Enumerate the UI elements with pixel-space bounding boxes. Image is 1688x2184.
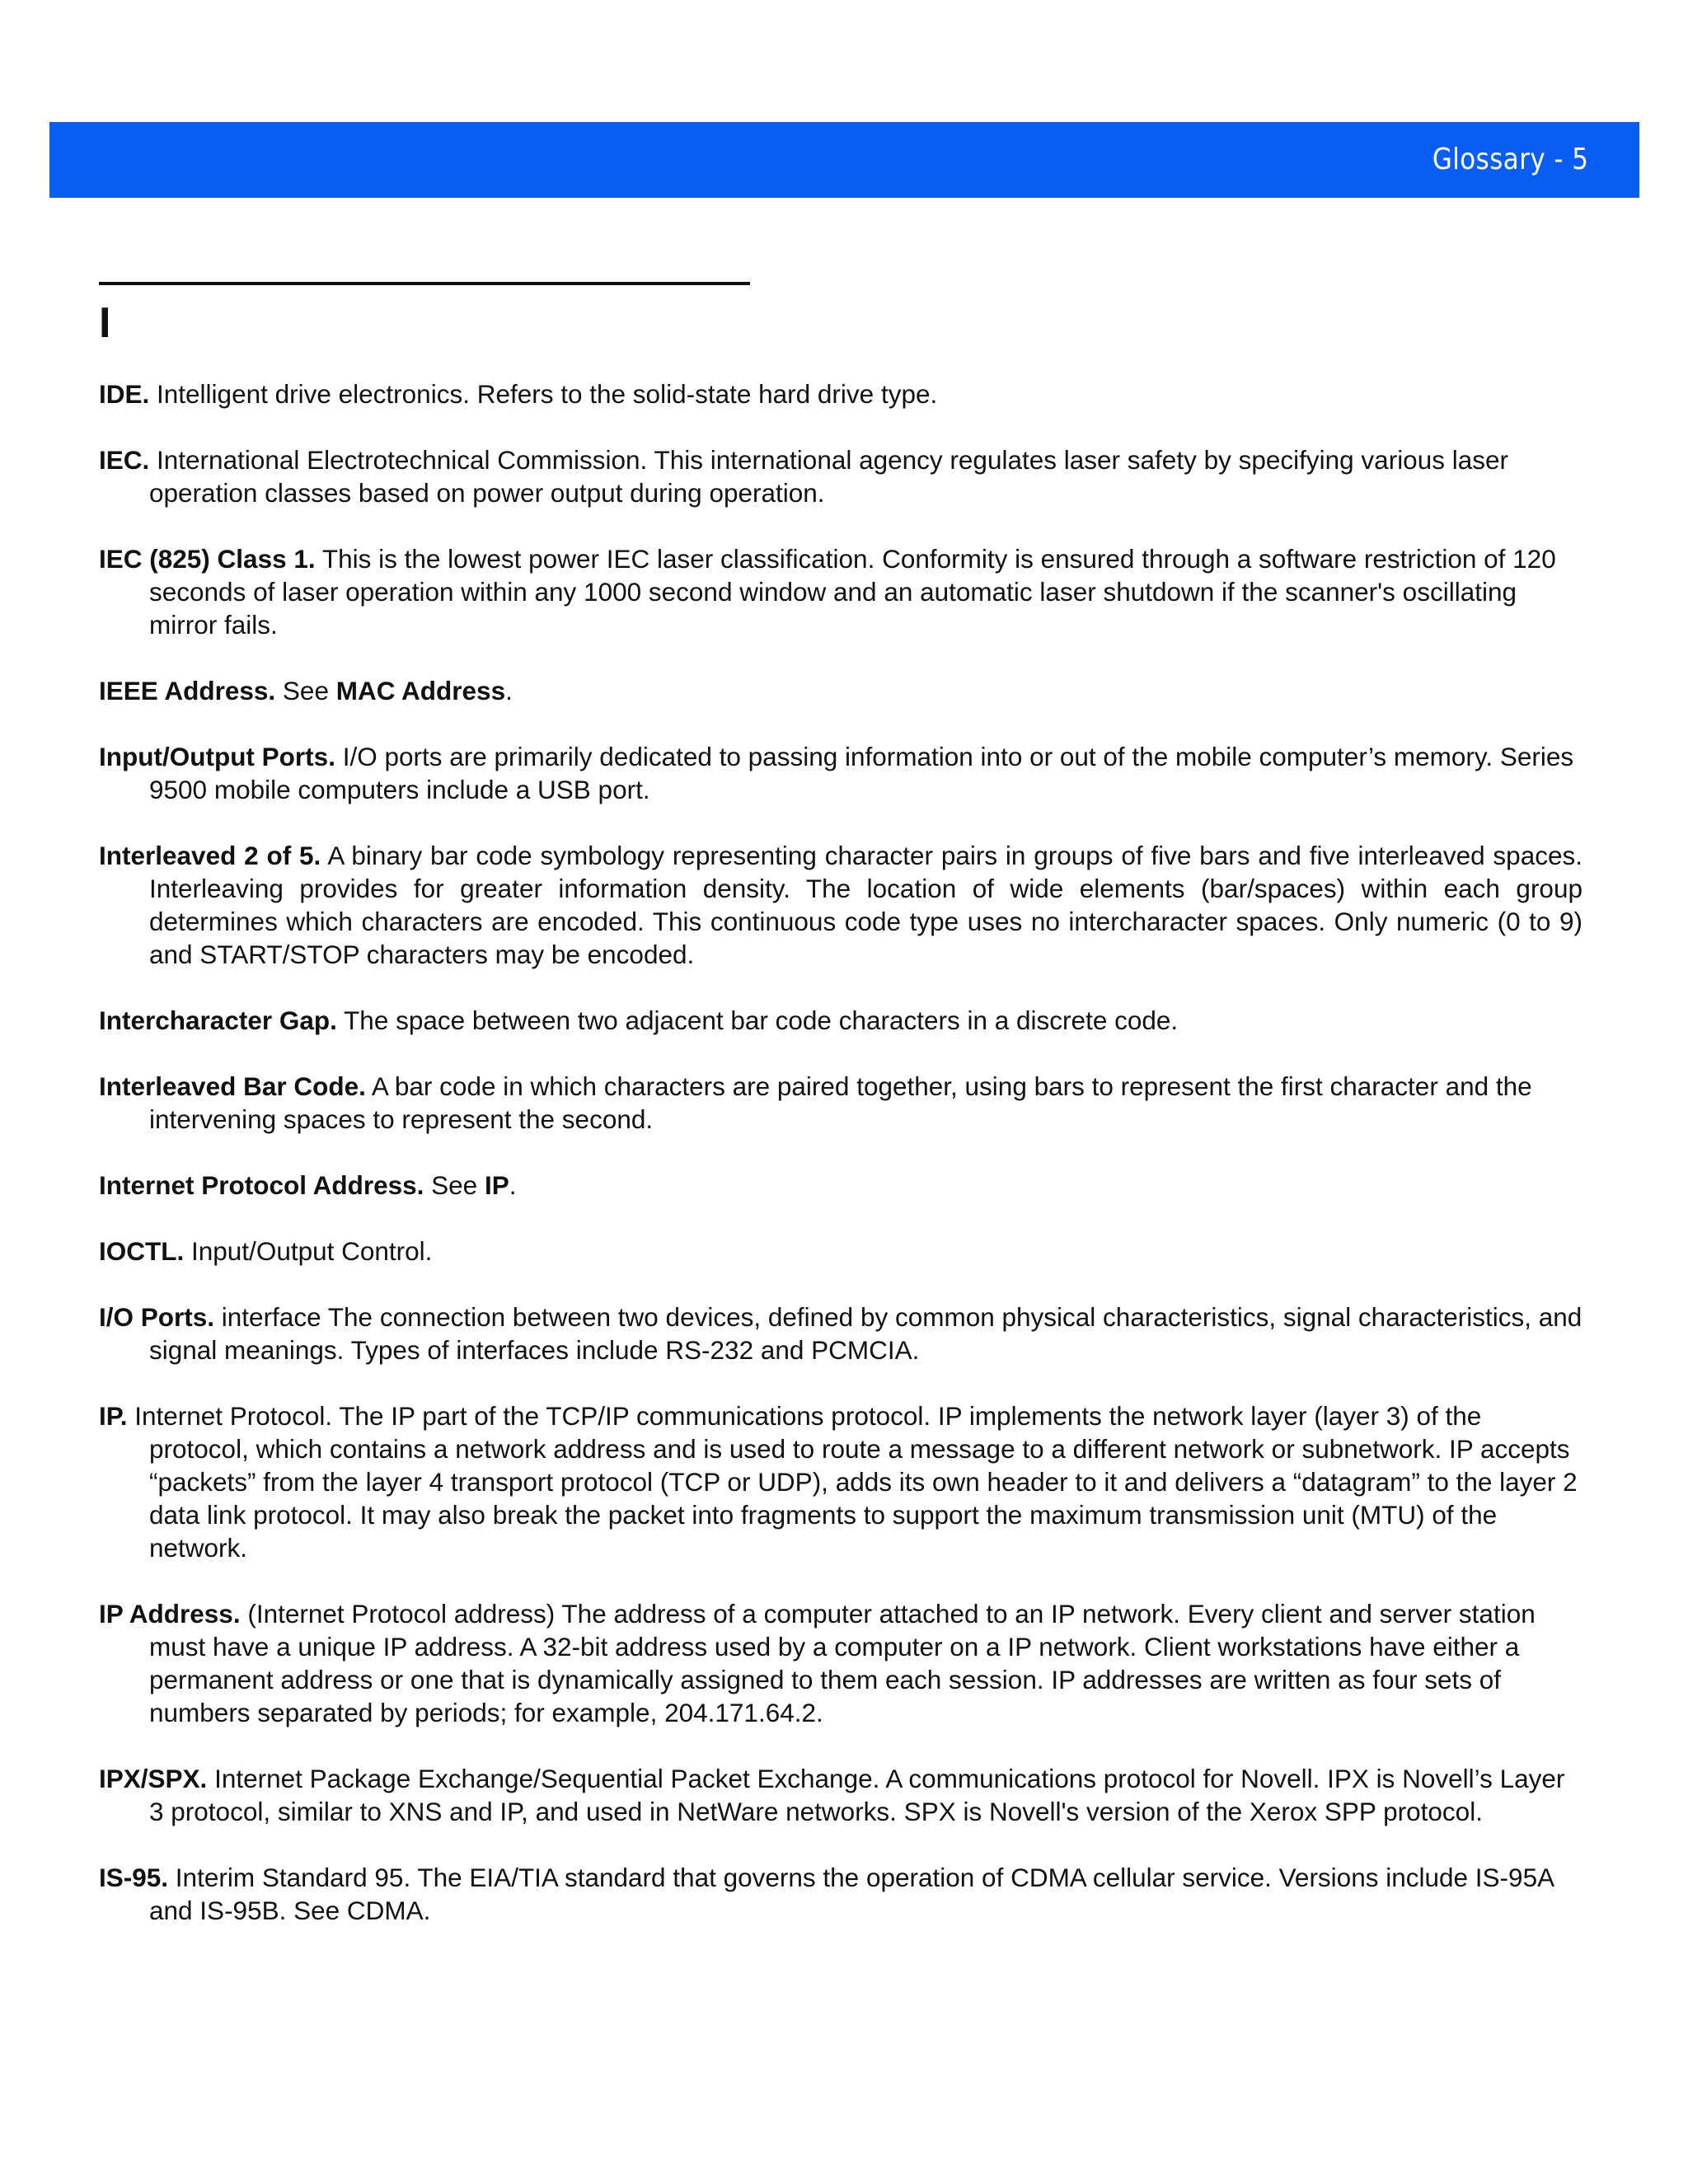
glossary-entry-input-output-ports: [99, 740, 1582, 806]
glossary-definition: See: [424, 1170, 485, 1200]
glossary-entry-ip-address: [99, 1597, 1582, 1729]
glossary-definition: Internet Protocol. The IP part of the TCP/IP communications protocol. IP implements the network layer (layer 3) of the protocol, which contains a network address and is used to route a message to a different network or subnetwork. IP accepts “packets” from the layer 4 transport protocol (TCP or UDP), adds its own header to it and delivers a “datagram” to the layer 2 data link protocol. It may also break the packet into fragments to support the maximum transmission unit (MTU) of the network.: [127, 1401, 1578, 1563]
page-header-bar: [49, 122, 1639, 198]
glossary-definition: This is the lowest power IEC laser classification. Conformity is ensured through a software restriction of 120 seconds of laser operation within any 1000 second window and an automatic laser shutdown if the scanner's oscillating mirror fails.: [149, 544, 1556, 640]
glossary-entry-ip: [99, 1399, 1582, 1564]
glossary-entry-intercharacter-gap: [99, 1004, 1582, 1037]
glossary-entry-ipx-spx: [99, 1762, 1582, 1828]
glossary-term: Internet Protocol Address.: [99, 1170, 424, 1200]
glossary-term: IP.: [99, 1401, 128, 1431]
glossary-entry-is-95: [99, 1861, 1582, 1927]
glossary-term: IPX/SPX.: [99, 1764, 208, 1793]
glossary-entries: [99, 377, 1582, 1960]
section-divider: [99, 282, 750, 285]
glossary-definition: See: [275, 676, 336, 705]
glossary-term: IEC.: [99, 445, 150, 475]
glossary-definition: A binary bar code symbology representing character pairs in groups of five bars and five interleaved spaces. Interleaving provides for greater information density. The location of wide elements (bar/spaces) within each group determines which characters are encoded. This continuous code type uses no intercharacter spaces. Only numeric (0 to 9) and START/STOP characters may be encoded.: [149, 841, 1582, 969]
glossary-definition: I/O ports are primarily dedicated to passing information into or out of the mobile computer’s memory. Series 9500 mobile computers include a USB port.: [149, 742, 1574, 804]
glossary-entry-ide: [99, 377, 1582, 410]
glossary-entry-iec: [99, 443, 1582, 509]
glossary-term: I/O Ports.: [99, 1302, 215, 1332]
glossary-term: Intercharacter Gap.: [99, 1005, 337, 1035]
glossary-term: Input/Output Ports.: [99, 742, 335, 771]
glossary-definition-end: .: [509, 1170, 517, 1200]
glossary-definition: Intelligent drive electronics. Refers to the solid-state hard drive type.: [149, 379, 938, 409]
glossary-entry-ieee-address: [99, 674, 1582, 707]
glossary-term: IEC (825) Class 1.: [99, 544, 316, 574]
section-letter: I: [99, 299, 111, 347]
glossary-entry-interleaved-2-of-5: [99, 839, 1582, 971]
glossary-definition: Interim Standard 95. The EIA/TIA standard that governs the operation of CDMA cellular service. Versions include IS-95A and IS-95B. See CDMA.: [149, 1863, 1554, 1925]
glossary-definition: A bar code in which characters are paired together, using bars to represent the first character and the intervening spaces to represent the second.: [149, 1071, 1532, 1134]
glossary-term: Interleaved Bar Code.: [99, 1071, 366, 1101]
glossary-entry-internet-protocol-address: [99, 1169, 1582, 1202]
glossary-term: IS-95.: [99, 1863, 169, 1892]
glossary-definition-end: .: [505, 676, 513, 705]
glossary-term: Interleaved 2 of 5.: [99, 841, 321, 870]
glossary-definition: Internet Package Exchange/Sequential Packet Exchange. A communications protocol for Novell. IPX is Novell’s Layer 3 protocol, similar to XNS and IP, and used in NetWare networks. SPX is Novell's version of the Xerox SPP protocol.: [149, 1764, 1565, 1826]
glossary-entry-iec-class-1: [99, 542, 1582, 641]
glossary-term: IEEE Address.: [99, 676, 276, 705]
glossary-entry-ioctl: [99, 1235, 1582, 1268]
glossary-term: IDE.: [99, 379, 150, 409]
page-label: Glossary - 5: [1432, 143, 1588, 176]
glossary-entry-interleaved-bar-code: [99, 1070, 1582, 1136]
glossary-entry-io-ports: [99, 1301, 1582, 1366]
glossary-definition: The space between two adjacent bar code characters in a discrete code.: [336, 1005, 1179, 1035]
glossary-definition: (Internet Protocol address) The address of a computer attached to an IP network. Every client and server station must have a unique IP address. A 32-bit address used by a computer on a IP network. Client workstations have either a permanent address or one that is dynamically assigned to them each session. IP addresses are written as four sets of numbers separated by periods; for example, 204.171.64.2.: [149, 1599, 1536, 1727]
cross-reference: IP: [484, 1170, 509, 1200]
glossary-definition: International Electrotechnical Commission. This international agency regulates laser safety by specifying various laser operation classes based on power output during operation.: [149, 445, 1509, 508]
cross-reference: MAC Address: [335, 676, 506, 705]
glossary-term: IP Address.: [99, 1599, 241, 1629]
glossary-definition: Input/Output Control.: [184, 1236, 433, 1266]
glossary-term: IOCTL.: [99, 1236, 185, 1266]
glossary-definition: interface The connection between two devices, defined by common physical characteristics, signal characteristics, and signal meanings. Types of interfaces include RS-232 and PCMCIA.: [149, 1302, 1582, 1365]
